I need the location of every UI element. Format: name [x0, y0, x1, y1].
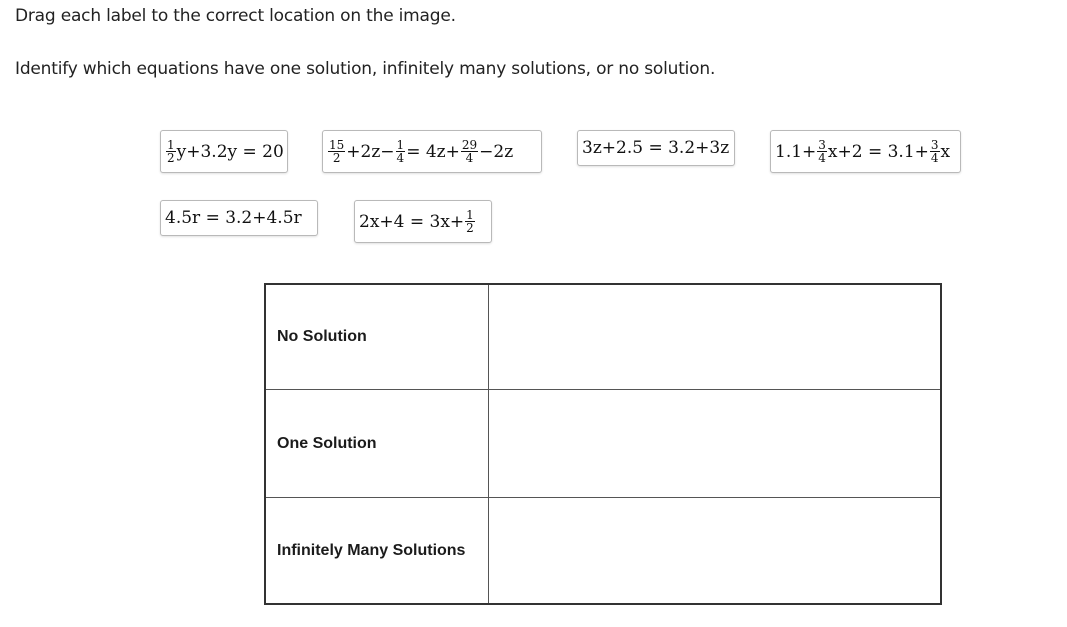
equation-tile-x-fractions[interactable] — [770, 130, 961, 173]
equation-tile-x-half[interactable] — [354, 200, 492, 243]
fraction-denominator: 2 — [167, 151, 175, 165]
equation-tile-z-fractions[interactable] — [322, 130, 542, 173]
equation-text: 2x+4 = 3x+ — [359, 211, 465, 232]
fraction-numerator: 3 — [930, 138, 939, 152]
row-label-infinitely-many: Infinitely Many Solutions — [266, 498, 489, 603]
fraction-denominator: 4 — [465, 151, 474, 165]
equation-text: 4.5r = 3.2+4.5r — [165, 208, 302, 228]
equation-tile-z-decimal[interactable] — [577, 130, 735, 166]
fraction — [328, 139, 345, 164]
fraction-denominator: 2 — [466, 221, 474, 235]
fraction — [930, 139, 940, 164]
fraction-denominator: 4 — [930, 151, 939, 165]
fraction-numerator: 1 — [167, 138, 175, 152]
fraction — [396, 139, 406, 164]
equation-tile-r[interactable] — [160, 200, 318, 236]
drop-zone-infinitely-many[interactable] — [489, 498, 940, 603]
equation-text: x+2 = 3.1+ — [827, 141, 929, 162]
drop-zone-no-solution[interactable] — [489, 285, 940, 390]
row-label-no-solution: No Solution — [266, 285, 489, 390]
fraction — [166, 139, 176, 164]
fraction — [461, 139, 478, 164]
fraction-numerator: 29 — [461, 138, 478, 152]
fraction — [817, 139, 827, 164]
fraction-numerator: 15 — [329, 138, 345, 152]
fraction-denominator: 4 — [818, 151, 826, 165]
equation-text: x — [940, 141, 951, 162]
fraction-denominator: 4 — [396, 151, 405, 165]
instruction-drag: Drag each label to the correct location on the image. — [15, 6, 456, 26]
equation-text: +2z− — [346, 141, 395, 162]
equation-text: = 4z+ — [406, 141, 460, 162]
fraction-numerator: 1 — [466, 208, 474, 222]
equation-text: 3z+2.5 = 3.2+3z — [582, 138, 730, 158]
fraction-numerator: 1 — [396, 138, 405, 152]
fraction-denominator: 2 — [332, 151, 341, 165]
row-label-one-solution: One Solution — [266, 390, 489, 498]
fraction-numerator: 3 — [818, 138, 826, 152]
equation-tile-y[interactable] — [160, 130, 288, 173]
equation-text: 1.1+ — [775, 141, 817, 162]
drop-zone-one-solution[interactable] — [489, 390, 940, 498]
equation-text: y+3.2y = 20 — [176, 141, 284, 162]
equation-text: −2z — [479, 141, 514, 162]
instruction-identify: Identify which equations have one solution, infinitely many solutions, or no solution. — [15, 59, 716, 79]
fraction — [465, 209, 475, 234]
classification-table — [264, 283, 942, 605]
